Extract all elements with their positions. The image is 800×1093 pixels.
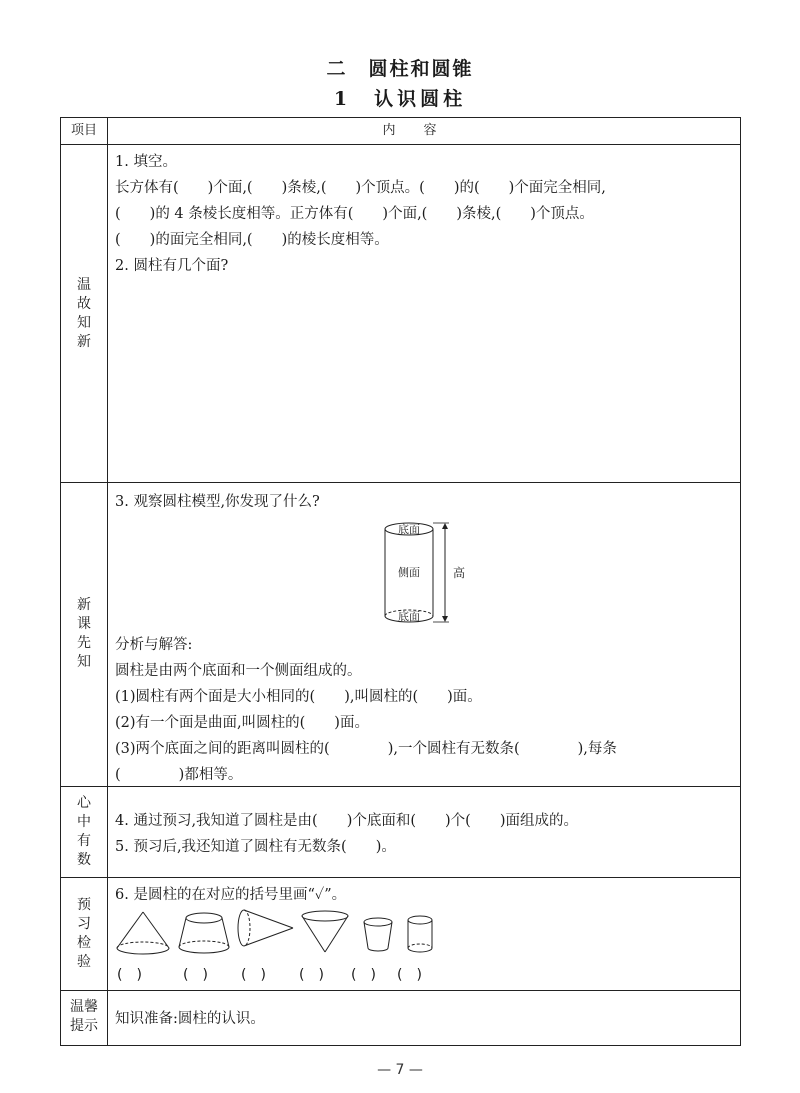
cone-icon — [117, 912, 169, 954]
summary-line: 4. 通过预习,我知道了圆柱是由( )个底面和( )个( )面组成的。 — [115, 813, 578, 829]
answer-bracket-2[interactable]: ( ) — [183, 967, 208, 983]
section-label-summary: 心 中 有 数 — [77, 795, 91, 868]
height-label: 高 — [452, 566, 466, 580]
answer-line: (3)两个底面之间的距离叫圆柱的( ),一个圆柱有无数条( ),每条 — [115, 741, 617, 757]
new-lesson-question: 3. 观察圆柱模型,你发现了什么? — [115, 494, 320, 510]
tips-content: 知识准备:圆柱的认识。 — [115, 1011, 265, 1027]
answer-line: 分析与解答: — [115, 637, 193, 653]
review-line: ( )的面完全相同,( )的棱长度相等。 — [115, 232, 389, 248]
column-divider — [107, 118, 108, 1045]
cup-icon — [364, 918, 392, 951]
inverted-cone-icon — [302, 911, 348, 952]
review-content — [115, 149, 732, 279]
lying-cone-icon — [238, 910, 293, 946]
row-divider — [61, 144, 740, 145]
new-lesson-content — [115, 632, 732, 788]
page-number: — 7 — — [377, 1062, 423, 1078]
answer-bracket-4[interactable]: ( ) — [299, 967, 324, 983]
answer-line: (2)有一个面是曲面,叫圆柱的( )面。 — [115, 715, 369, 731]
summary-line: 5. 预习后,我还知道了圆柱有无数条( )。 — [115, 839, 396, 855]
answer-bracket-3[interactable]: ( ) — [241, 967, 266, 983]
cylinder-diagram — [383, 520, 473, 628]
answer-line: (1)圆柱有两个面是大小相同的( ),叫圆柱的( )面。 — [115, 689, 482, 705]
top-base-label: 底面 — [398, 523, 420, 536]
chapter-title: 二 圆柱和圆锥 — [326, 58, 474, 80]
answer-bracket-5[interactable]: ( ) — [351, 967, 376, 983]
check-question: 6. 是圆柱的在对应的括号里画“✓”。 — [115, 887, 347, 903]
section-label-new-lesson: 新 课 先 知 — [77, 597, 91, 670]
section-label-check: 预 习 检 验 — [77, 897, 91, 970]
row-divider — [61, 482, 740, 483]
review-line: 2. 圆柱有几个面? — [115, 258, 229, 274]
answer-bracket-1[interactable]: ( ) — [117, 967, 142, 983]
row-divider — [61, 990, 740, 991]
lateral-face-label: 侧面 — [398, 566, 420, 579]
answer-line: ( )都相等。 — [115, 767, 243, 783]
answer-line: 圆柱是由两个底面和一个侧面组成的。 — [115, 663, 362, 679]
bottom-base-label: 底面 — [398, 610, 420, 623]
section-label-tips: 温馨 提示 — [70, 999, 98, 1034]
answer-bracket-6[interactable]: ( ) — [397, 967, 422, 983]
review-line: 1. 填空。 — [115, 154, 177, 170]
shape-options — [113, 908, 443, 958]
lesson-title: 1 认识圆柱 — [333, 88, 467, 110]
review-line: 长方体有( )个面,( )条棱,( )个顶点。( )的( )个面完全相同, — [115, 180, 606, 196]
cylinder-icon — [408, 916, 432, 952]
header-item: 项目 — [70, 123, 97, 138]
frustum-icon — [179, 913, 229, 953]
summary-content — [115, 808, 732, 860]
section-label-review: 温 故 知 新 — [77, 277, 91, 350]
header-content: 内容 — [382, 123, 465, 138]
review-line: ( )的 4 条棱长度相等。正方体有( )个面,( )条棱,( )个顶点。 — [115, 206, 594, 222]
row-divider — [61, 877, 740, 878]
worksheet-table — [60, 117, 741, 1046]
